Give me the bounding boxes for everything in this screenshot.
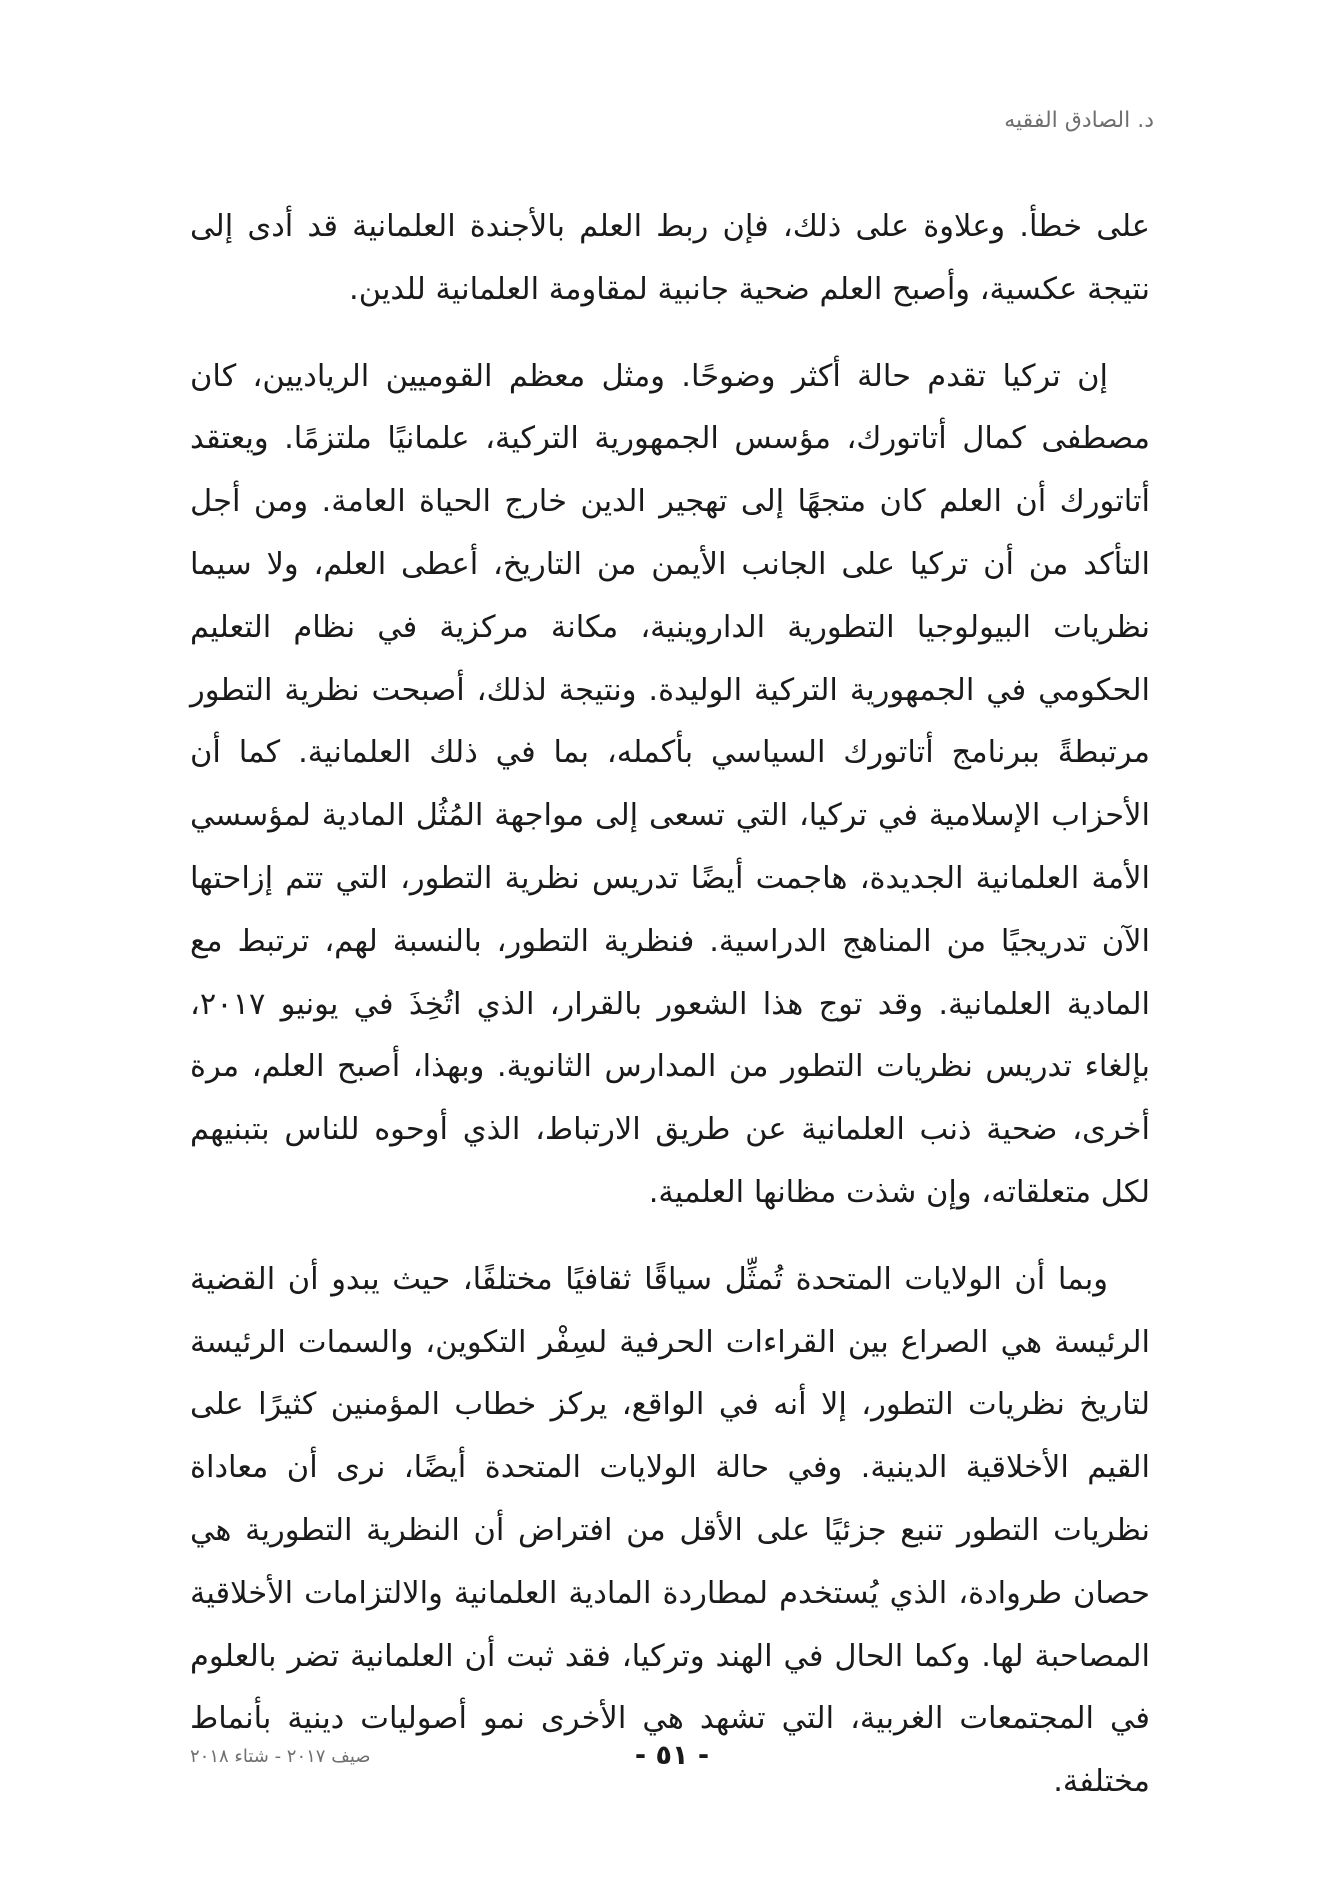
running-head-author: د. الصادق الفقيه bbox=[1004, 108, 1154, 133]
article-body bbox=[190, 196, 1150, 1814]
paragraph-1: على خطأ. وعلاوة على ذلك، فإن ربط العلم بالأجندة العلمانية قد أدى إلى نتيجة عكسية، وأصبح العلم ضحية جانبية لمقاومة العلمانية للدين. bbox=[190, 209, 1150, 307]
page-number: - ٥١ - bbox=[634, 1740, 710, 1771]
paragraph-3: وبما أن الولايات المتحدة تُمثِّل سياقًا ثقافيًا مختلفًا، حيث يبدو أن القضية الرئيسة هي الصراع بين القراءات الحرفية لسِفْر التكوين، والسمات الرئيسة لتاريخ نظريات التطور، إلا أنه في الواقع، يركز خطاب المؤمنين كثيرًا على القيم الأخلاقية الدينية. وفي حالة الولايات المتحدة أيضًا، نرى أن معاداة نظريات التطور تنبع جزئيًا على الأقل من افتراض أن النظرية التطورية هي حصان طروادة، الذي يُستخدم لمطاردة المادية العلمانية والالتزامات الأخلاقية المصاحبة لها. وكما الحال في الهند وتركيا، فقد ثبت أن العلمانية تضر بالعلوم في المجتمعات الغربية، التي تشهد هي الأخرى نمو أصوليات دينية بأنماط مختلفة. bbox=[190, 1261, 1150, 1800]
footer-issue-date: صيف ٢٠١٧ - شتاء ٢٠١٨ bbox=[190, 1746, 371, 1767]
paragraph-2: إن تركيا تقدم حالة أكثر وضوحًا. ومثل معظم القوميين الرياديين، كان مصطفى كمال أتاتورك، مؤسس الجمهورية التركية، علمانيًا ملتزمًا. ويعتقد أتاتورك أن العلم كان متجهًا إلى تهجير الدين خارج الحياة العامة. ومن أجل التأكد من أن تركيا على الجانب الأيمن من التاريخ، أعطى العلم، ولا سيما نظريات البيولوجيا التطورية الداروينية، مكانة مركزية في نظام التعليم الحكومي في الجمهورية التركية الوليدة. ونتيجة لذلك، أصبحت نظرية التطور مرتبطةً ببرنامج أتاتورك السياسي بأكمله، بما في ذلك العلمانية. كما أن الأحزاب الإسلامية في تركيا، التي تسعى إلى مواجهة المُثُل المادية لمؤسسي الأمة العلمانية الجديدة، هاجمت أيضًا تدريس نظرية التطور، التي تتم إزاحتها الآن تدريجيًا من المناهج الدراسية. فنظرية التطور، بالنسبة لهم، ترتبط مع المادية العلمانية. وقد توج هذا الشعور بالقرار، الذي اتُخِذَ في يونيو ٢٠١٧، بإلغاء تدريس نظريات التطور من المدارس الثانوية. وبهذا، أصبح العلم، مرة أخرى، ضحية ذنب العلمانية عن طريق الارتباط، الذي أوحوه للناس بتبنيهم لكل متعلقاته، وإن شذت مظانها العلمية. bbox=[190, 358, 1150, 1210]
